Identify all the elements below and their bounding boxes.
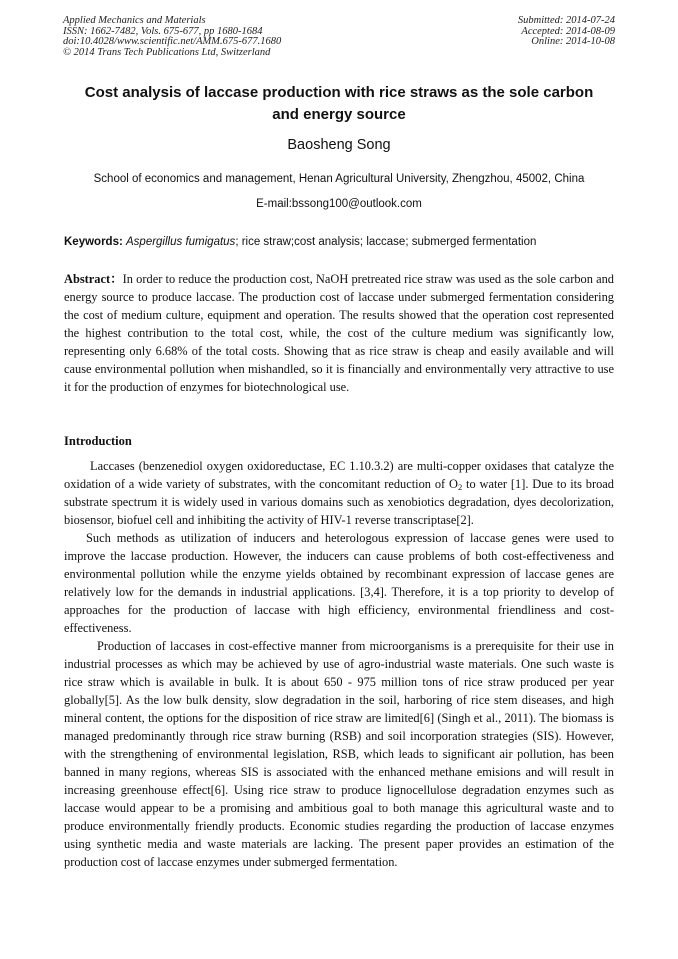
title-line-1: Cost analysis of laccase production with rice straws as the sole carbon — [84, 84, 594, 101]
paper-title — [60, 82, 618, 126]
author-name: Baosheng Song — [287, 137, 391, 153]
submitted-date: Submitted: 2014-07-24 — [517, 15, 615, 26]
intro-p1-part-a: Laccases (benzenediol oxygen oxidoreductase, EC 1.10.3.2) are multi-copper oxidases that catalyze the oxidation of a wide variety of substrates, with the concomitant reduction of O — [64, 459, 614, 491]
abstract — [64, 270, 614, 396]
subscript-2: 2 — [457, 482, 463, 492]
intro-p1-part-b: to water [1]. Due to its broad substrate spectrum it is widely used in various domains such as xenobiotics degradation, dyes decolorization, biosensor, biofuel cell and inhibiting the activity of HIV-1 reverse transcriptase[2]. — [64, 477, 614, 527]
doi-line: doi:10.4028/www.scientific.net/AMM.675-677.1680 — [63, 36, 282, 47]
title-line-2: and energy source — [272, 106, 406, 123]
online-date: Online: 2014-10-08 — [531, 36, 615, 47]
journal-header — [63, 16, 281, 58]
intro-paragraph-3: Production of laccases in cost-effective manner from microorganisms is a prerequisite for their use in industrial processes as which may be achieved by use of agro-industrial waste materials. One such waste is rice straw which is available in bulk. It is about 650 - 975 million tons of rice straw produced per year globally[5]. As the low bulk density, slow degradation in the soil, harboring of rice stem diseases, and high mineral content, the options for the disposition of rice straw are limited[6] (Singh et al., 2011). The biomass is managed predominantly through rice straw burning (RSB) and soil incorporation strategies (SIS). However, with the strengthening of environmental legislation, RSB, which leads to significant air pollution, has been banned in many regions, whereas SIS is associated with the enhanced methane emisions and will result in increasing greenhouse effect[6]. Using rice straw to produce lignocellulose degradation enzymes such as laccase would appear to be a promising and ambitious goal to both manage this agricultural waste and to produce environmentally friendly products. Economic studies regarding the production of laccase enzymes using synthetic media and waste materials are lacking. The present paper provides an estimation of the production cost of laccase enzymes under submerged fermentation. — [64, 639, 614, 869]
introduction-body — [64, 457, 614, 871]
keywords-label: Keywords: — [64, 236, 123, 248]
copyright-line: © 2014 Trans Tech Publications Ltd, Switzerland — [63, 46, 271, 58]
keywords-line — [64, 236, 624, 248]
author-email: E-mail:bssong100@outlook.com — [256, 198, 422, 210]
keyword-species: Aspergillus fumigatus — [126, 236, 236, 248]
issn-line: ISSN: 1662-7482, Vols. 675-677, pp 1680-1684 — [63, 25, 263, 37]
dates-header — [518, 16, 615, 48]
section-heading-introduction: Introduction — [64, 434, 132, 448]
accepted-date: Accepted: 2014-08-09 — [521, 25, 615, 37]
affiliation: School of economics and management, Henan Agricultural University, Zhengzhou, 45002, China — [93, 173, 585, 185]
keywords-rest: ; rice straw;cost analysis; laccase; submerged fermentation — [235, 236, 537, 248]
intro-paragraph-1 — [64, 457, 614, 529]
journal-name: Applied Mechanics and Materials — [63, 15, 206, 26]
abstract-text: In order to reduce the production cost, NaOH pretreated rice straw was used as the sole carbon and energy source to produce laccase. The production cost of laccase under submerged fermentation considering the cost of medium culture, equipment and operation. The results showed that the operation cost represented the highest contribution to the total cost, while, the cost of the culture medium was significantly low, representing only 6.68% of the total costs. Showing that as rice straw is cheap and easily available and will cause environmental pollution when mishandled, so it is financially and environmentally very attractive to use it for the production of enzymes for biotechnological use. — [64, 272, 615, 394]
abstract-label: Abstract： — [64, 272, 123, 286]
intro-paragraph-2: Such methods as utilization of inducers and heterologous expression of laccase genes were used to improve the laccase production. However, the inducers can cause problems of both cost-effectiveness and environmental pollution while the enzyme yields obtained by recombinant expression of laccase genes are relatively low for the demands in industrial applications. [3,4]. Therefore, it is a top priority to develop of approaches for the production of laccase with high efficiency, environmental friendliness and cost-effectiveness. — [64, 531, 614, 635]
